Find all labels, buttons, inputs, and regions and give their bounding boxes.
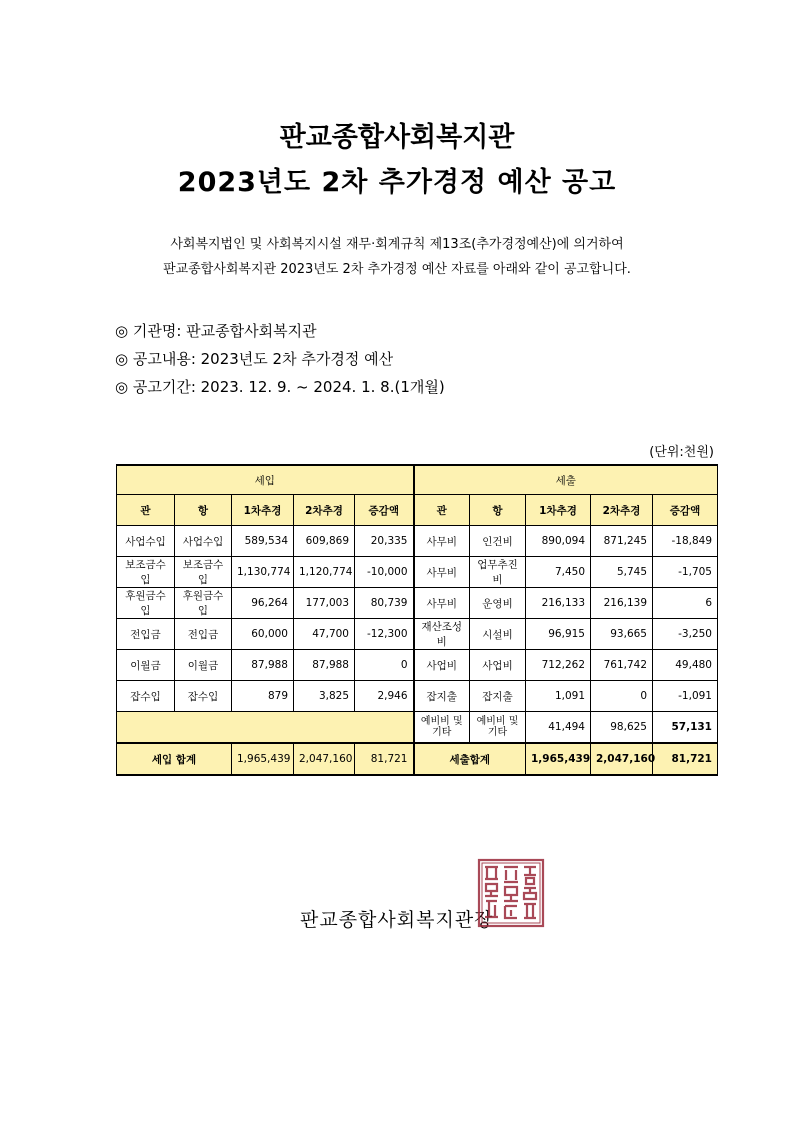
column-header: 1차추경 (526, 495, 591, 526)
table-cell: 사업수입 (175, 526, 232, 557)
column-header: 증감액 (653, 495, 718, 526)
document-title: 판교종합사회복지관 (279, 122, 515, 153)
table-cell: 후원금수입 (117, 588, 175, 619)
table-cell: 1,091 (526, 681, 591, 712)
table-cell: 609,869 (294, 526, 355, 557)
table-cell: 96,264 (232, 588, 294, 619)
column-header: 2차추경 (294, 495, 355, 526)
column-header: 관 (414, 495, 470, 526)
table-cell: 재산조성비 (414, 619, 470, 650)
table-cell: 업무추진비 (470, 557, 526, 588)
table-cell: -1,705 (653, 557, 718, 588)
column-header: 1차추경 (232, 495, 294, 526)
table-cell: 잡지출 (414, 681, 470, 712)
table-cell: 93,665 (591, 619, 653, 650)
table-cell: 이월금 (175, 650, 232, 681)
expense-total-label: 세출합계 (414, 743, 526, 775)
income-total-label: 세입 합계 (117, 743, 232, 775)
table-cell: 96,915 (526, 619, 591, 650)
intro-line-1: 사회복지법인 및 사회복지시설 재무·회계규칙 제13조(추가경정예산)에 의거하여 (170, 237, 624, 252)
table-cell: -1,091 (653, 681, 718, 712)
table-cell: 712,262 (526, 650, 591, 681)
table-cell: 1,130,774 (232, 557, 294, 588)
table-cell: 589,534 (232, 526, 294, 557)
table-cell: -12,300 (355, 619, 414, 650)
column-header: 항 (175, 495, 232, 526)
unit-label: (단위:천원) (649, 445, 714, 460)
expense-total-cell: 81,721 (653, 743, 718, 775)
table-cell: 216,133 (526, 588, 591, 619)
table-cell: 761,742 (591, 650, 653, 681)
official-seal-icon (477, 858, 545, 928)
intro-line-2: 판교종합사회복지관 2023년도 2차 추가경정 예산 자료를 아래와 같이 공고합니다. (163, 262, 631, 277)
table-cell: 5,745 (591, 557, 653, 588)
table-row (117, 526, 718, 557)
income-total-cell: 81,721 (355, 743, 414, 775)
table-cell: 7,450 (526, 557, 591, 588)
table-cell: 사무비 (414, 588, 470, 619)
table-cell: 41,494 (526, 712, 591, 744)
table-row-reserve (117, 712, 718, 744)
table-cell: 사업비 (414, 650, 470, 681)
table-cell: 871,245 (591, 526, 653, 557)
table-cell: 사무비 (414, 526, 470, 557)
table-cell: 57,131 (653, 712, 718, 744)
signature-line: 판교종합사회복지관장 (300, 909, 494, 931)
table-row (117, 650, 718, 681)
table-cell: 사업비 (470, 650, 526, 681)
table-row (117, 557, 718, 588)
table-cell: 전입금 (117, 619, 175, 650)
table-cell: 사무비 (414, 557, 470, 588)
table-cell: 6 (653, 588, 718, 619)
budget-table (116, 464, 718, 776)
table-cell: 216,139 (591, 588, 653, 619)
table-cell: 49,480 (653, 650, 718, 681)
table-cell: 예비비 및 기타 (470, 712, 526, 744)
table-cell: 인건비 (470, 526, 526, 557)
notice-details (115, 317, 445, 401)
income-total-cell: 2,047,160 (294, 743, 355, 775)
table-cell: 80,739 (355, 588, 414, 619)
expense-total-cell: 1,965,439 (526, 743, 591, 775)
table-cell: 20,335 (355, 526, 414, 557)
table-cell: 보조금수입 (117, 557, 175, 588)
table-cell: 보조금수입 (175, 557, 232, 588)
table-cell: 177,003 (294, 588, 355, 619)
empty-income-cell (117, 712, 414, 744)
table-cell: 시설비 (470, 619, 526, 650)
table-cell: 60,000 (232, 619, 294, 650)
table-cell: 879 (232, 681, 294, 712)
expense-header: 세출 (414, 465, 718, 495)
table-cell: 0 (591, 681, 653, 712)
table-cell: -18,849 (653, 526, 718, 557)
document-subtitle: 2023년도 2차 추가경정 예산 공고 (177, 167, 617, 198)
table-cell: 0 (355, 650, 414, 681)
table-row (117, 681, 718, 712)
column-header: 항 (470, 495, 526, 526)
notice-organization: ◎ 기관명: 판교종합사회복지관 (115, 322, 317, 340)
table-row (117, 588, 718, 619)
table-cell: 1,120,774 (294, 557, 355, 588)
table-cell: 87,988 (232, 650, 294, 681)
table-cell: 사업수입 (117, 526, 175, 557)
table-row (117, 619, 718, 650)
table-total-row (117, 743, 718, 775)
table-cell: 2,946 (355, 681, 414, 712)
table-column-header (117, 495, 718, 526)
notice-period: ◎ 공고기간: 2023. 12. 9. ~ 2024. 1. 8.(1개월) (115, 378, 445, 396)
column-header: 증감액 (355, 495, 414, 526)
table-cell: 잡수입 (175, 681, 232, 712)
table-cell: 87,988 (294, 650, 355, 681)
expense-total-cell: 2,047,160 (591, 743, 653, 775)
table-cell: 47,700 (294, 619, 355, 650)
column-header: 관 (117, 495, 175, 526)
table-cell: 전입금 (175, 619, 232, 650)
income-header: 세입 (117, 465, 414, 495)
table-cell: 98,625 (591, 712, 653, 744)
table-section-header (117, 465, 718, 495)
column-header: 2차추경 (591, 495, 653, 526)
table-cell: 예비비 및 기타 (414, 712, 470, 744)
income-total-cell: 1,965,439 (232, 743, 294, 775)
table-cell: 이월금 (117, 650, 175, 681)
table-cell: 잡지출 (470, 681, 526, 712)
table-cell: -10,000 (355, 557, 414, 588)
table-cell: 잡수입 (117, 681, 175, 712)
table-cell: -3,250 (653, 619, 718, 650)
notice-content: ◎ 공고내용: 2023년도 2차 추가경정 예산 (115, 350, 394, 368)
table-cell: 890,094 (526, 526, 591, 557)
table-cell: 후원금수입 (175, 588, 232, 619)
table-cell: 운영비 (470, 588, 526, 619)
table-cell: 3,825 (294, 681, 355, 712)
